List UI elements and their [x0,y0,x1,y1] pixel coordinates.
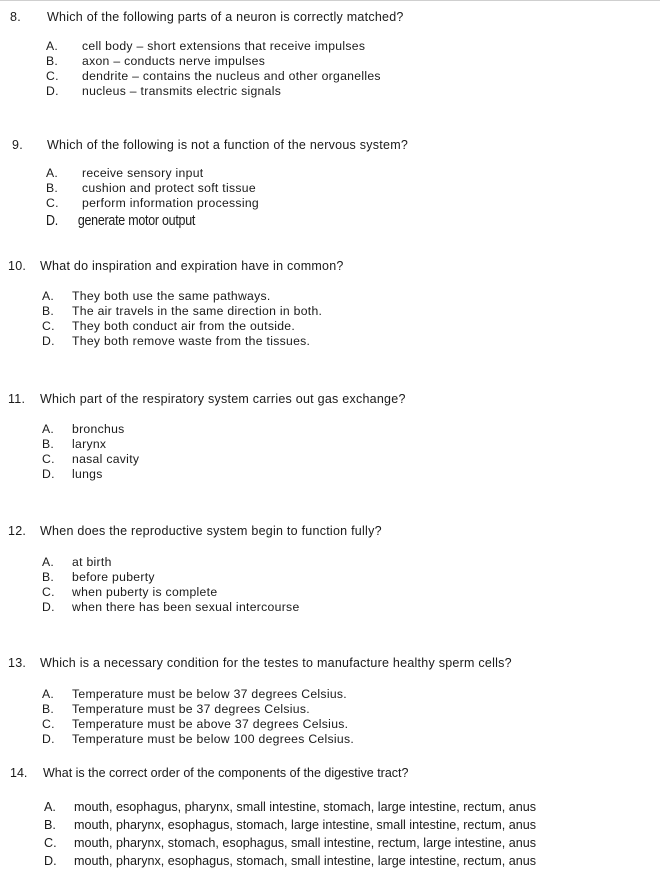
choice-text: Temperature must be above 37 degrees Celsius. [72,717,349,731]
choice-letter: A. [44,800,56,814]
choice-text: before puberty [72,570,155,584]
choice-letter: C. [44,836,57,850]
question-number: 12. [8,524,27,538]
choice-letter: B. [42,570,55,584]
choice-letter: D. [42,600,55,614]
choice-text: at birth [72,555,112,569]
choice-text: perform information processing [82,196,259,210]
choice-letter: B. [42,437,55,451]
choice-text: mouth, esophagus, pharynx, small intestine, stomach, large intestine, rectum, anus [74,800,537,814]
question-number: 11. [8,392,26,406]
question-text: Which part of the respiratory system carries out gas exchange? [40,392,406,406]
choice-letter: C. [42,452,55,466]
question-number: 13. [8,656,27,670]
choice-text: larynx [72,437,107,451]
choice-text: generate motor output [77,213,196,229]
choice-text: They both remove waste from the tissues. [72,334,311,348]
choice-letter: B. [42,702,55,716]
choice-text: Temperature must be below 100 degrees Celsius. [72,732,355,746]
choice-letter: A. [42,422,55,436]
choice-letter: D. [44,854,57,868]
choice-text: mouth, pharynx, esophagus, stomach, small intestine, large intestine, rectum, anus [74,854,537,868]
question-text: Which of the following is not a function of the nervous system? [47,138,409,152]
question-text: What do inspiration and expiration have in common? [40,259,344,273]
question-number: 10. [8,259,27,273]
choice-text: cushion and protect soft tissue [82,181,256,195]
choice-letter: C. [42,717,55,731]
choice-letter: B. [46,54,59,68]
page-top-rule [0,0,660,1]
choice-letter: D. [46,84,59,98]
choice-letter: D. [42,334,55,348]
choice-text: dendrite – contains the nucleus and other organelles [82,69,381,83]
choice-letter: C. [46,69,59,83]
question-text: When does the reproductive system begin to function fully? [40,524,382,538]
choice-letter: B. [46,181,59,195]
choice-letter: A. [46,166,59,180]
choice-letter: C. [46,196,59,210]
choice-text: nucleus – transmits electric signals [82,84,282,98]
choice-text: bronchus [72,422,125,436]
choice-text: mouth, pharynx, esophagus, stomach, large intestine, small intestine, rectum, anus [74,818,537,832]
choice-letter: D. [46,213,58,229]
choice-text: axon – conducts nerve impulses [82,54,266,68]
choice-text: cell body – short extensions that receive impulses [82,39,366,53]
choice-text: when there has been sexual intercourse [72,600,300,614]
choice-letter: D. [42,467,55,481]
choice-text: when puberty is complete [72,585,218,599]
question-text: What is the correct order of the components of the digestive tract? [43,766,409,780]
choice-text: lungs [72,467,103,481]
question-number: 14. [10,766,28,780]
choice-text: Temperature must be below 37 degrees Celsius. [72,687,347,701]
choice-letter: C. [42,319,55,333]
question-number: 8. [10,10,21,24]
choice-letter: A. [42,289,55,303]
question-text: Which is a necessary condition for the testes to manufacture healthy sperm cells? [40,656,512,670]
choice-text: mouth, pharynx, stomach, esophagus, small intestine, rectum, large intestine, anus [74,836,537,850]
choice-letter: A. [46,39,59,53]
choice-letter: B. [44,818,56,832]
choice-letter: C. [42,585,55,599]
choice-letter: D. [42,732,55,746]
choice-text: nasal cavity [72,452,140,466]
choice-text: Temperature must be 37 degrees Celsius. [72,702,310,716]
question-text: Which of the following parts of a neuron is correctly matched? [47,10,404,24]
choice-letter: B. [42,304,55,318]
choice-text: receive sensory input [82,166,204,180]
choice-text: They both use the same pathways. [72,289,271,303]
question-number: 9. [12,138,23,152]
choice-text: They both conduct air from the outside. [72,319,296,333]
choice-text: The air travels in the same direction in both. [72,304,323,318]
choice-letter: A. [42,687,55,701]
choice-letter: A. [42,555,55,569]
